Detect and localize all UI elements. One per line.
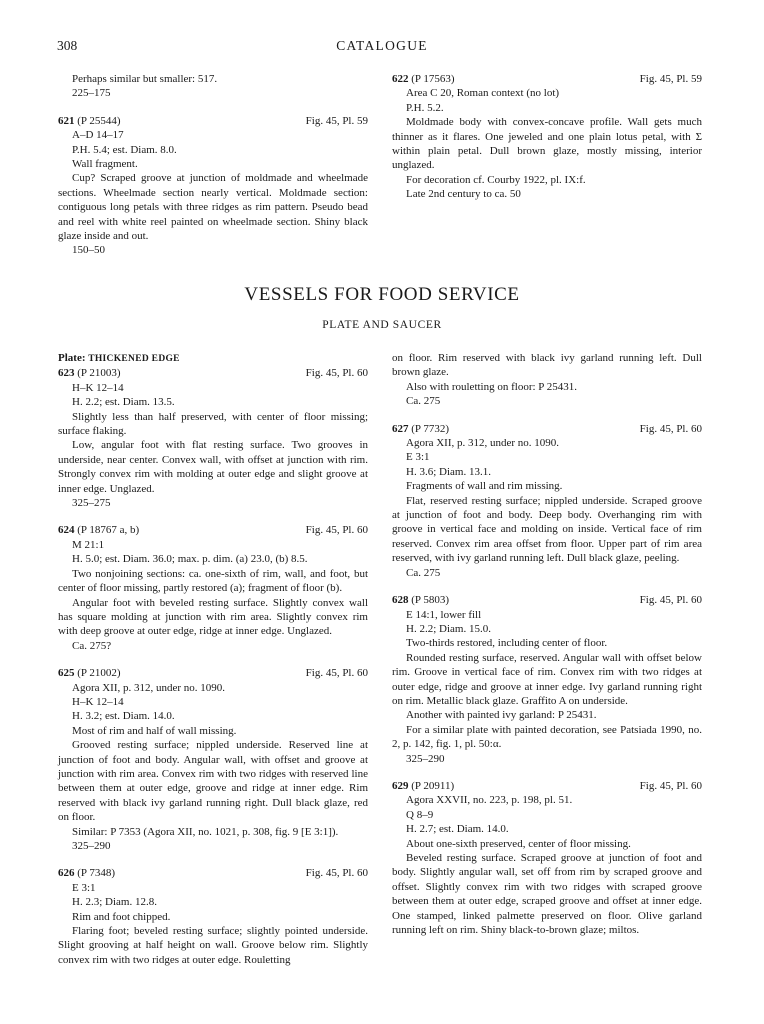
figure-reference: Fig. 45, Pl. 59 bbox=[639, 73, 702, 85]
figure-reference: Fig. 45, Pl. 60 bbox=[305, 524, 368, 537]
date-range: 325–275 bbox=[72, 497, 111, 510]
entry-626-header bbox=[58, 866, 368, 880]
condition: Most of rim and half of wall missing. bbox=[72, 724, 237, 737]
inventory-number: (P 7348) bbox=[77, 867, 116, 880]
entry-number: 626 bbox=[58, 867, 75, 880]
date-range: 325–290 bbox=[406, 752, 445, 765]
inventory-number: (P 18767 a, b) bbox=[77, 524, 140, 537]
condition: Two-thirds restored, including center of floor. bbox=[406, 637, 608, 650]
inventory-number: (P 20911) bbox=[411, 779, 455, 792]
lower-left-column bbox=[58, 351, 368, 967]
condition: Slightly less than half preserved, with center of floor missing; surface flaking. bbox=[58, 410, 368, 438]
subheading bbox=[58, 351, 368, 366]
deposit: H–K 12–14 bbox=[72, 381, 124, 394]
dimensions: H. 2.7; est. Diam. 14.0. bbox=[406, 823, 509, 836]
description: Flaring foot; beveled resting surface; slightly pointed underside. Slight grooving at half height on wall. Groove below rim. Slightly convex rim with two ridges at outer edge. Rouletting bbox=[58, 925, 368, 966]
dimensions: P.H. 5.2. bbox=[406, 101, 444, 114]
dimensions: H. 3.2; est. Diam. 14.0. bbox=[72, 710, 175, 723]
page-number: 308 bbox=[57, 38, 78, 53]
date-range: 150–50 bbox=[72, 244, 105, 257]
description: Low, angular foot with flat resting surface. Two grooves in underside, near center. Convex wall, with offset at junction with rim. Strongly convex rim with molding at outer edge and slight groove at inner edge. Unglazed. bbox=[58, 439, 368, 495]
condition: Fragments of wall and rim missing. bbox=[406, 480, 563, 493]
inventory-number: (P 25544) bbox=[77, 114, 121, 127]
deposit: Q 8–9 bbox=[406, 808, 434, 821]
comparanda-note: For decoration cf. Courby 1922, pl. IX:f. bbox=[406, 173, 586, 186]
deposit: E 3:1 bbox=[406, 451, 430, 464]
entry-number: 629 bbox=[392, 779, 409, 792]
inventory-number: (P 7732) bbox=[411, 422, 450, 435]
running-head: CATALOGUE bbox=[336, 38, 428, 53]
similar-note: Perhaps similar but smaller: 517. bbox=[72, 73, 218, 85]
entry-623-header bbox=[58, 366, 368, 380]
entry-number: 628 bbox=[392, 594, 409, 607]
publication: Agora XII, p. 312, under no. 1090. bbox=[406, 437, 560, 450]
entry-number: 624 bbox=[58, 524, 75, 537]
lower-right-column bbox=[392, 351, 702, 937]
date-range: Late 2nd century to ca. 50 bbox=[406, 188, 521, 201]
description: Grooved resting surface; nippled underside. Reserved line at junction of foot and body. Angular wall, with offset and groove at junction with rim area. Convex rim with two ridges with reserved line between them at outer edge, groove and ridge at inner edge. Rim reserved with black ivy garland running right. Dull black glaze, red on floor. bbox=[58, 739, 368, 824]
also-note: Also with rouletting on floor: P 25431. bbox=[406, 380, 578, 393]
inventory-number: (P 5803) bbox=[411, 594, 450, 607]
subheading-main: Plate: bbox=[58, 352, 89, 364]
deposit: Area C 20, Roman context (no lot) bbox=[406, 87, 560, 100]
description: Angular foot with beveled resting surface. Slightly convex wall has square molding at junction with rim area. Slightly convex rim with deep groove at outer edge, ridge at inner edge. Unglazed. bbox=[58, 596, 368, 638]
entry-627-header bbox=[392, 422, 702, 436]
section-subtitle: PLATE AND SAUCER bbox=[322, 319, 442, 331]
deposit: H–K 12–14 bbox=[72, 695, 124, 708]
figure-reference: Fig. 45, Pl. 60 bbox=[305, 867, 368, 880]
dimensions: H. 3.6; Diam. 13.1. bbox=[406, 465, 491, 478]
entry-624-header bbox=[58, 523, 368, 537]
inventory-number: (P 21002) bbox=[77, 667, 121, 680]
figure-reference: Fig. 45, Pl. 60 bbox=[639, 779, 702, 792]
entry-number: 623 bbox=[58, 367, 75, 380]
figure-reference: Fig. 45, Pl. 60 bbox=[639, 594, 702, 607]
figure-reference: Fig. 45, Pl. 60 bbox=[305, 667, 368, 680]
entry-number: 621 bbox=[58, 114, 75, 127]
entry-number: 622 bbox=[392, 73, 409, 85]
description: Flat, reserved resting surface; nippled underside. Scraped groove at junction of foot and body. Deep body. Overhanging rim with groove in vertical face and molding on inside. Vertical face of rim reserved. Convex rim area offset from floor. Upper part of rim area reserved, with ivy garland running left. Dull black glaze, peeling. bbox=[392, 494, 702, 565]
condition: About one-sixth preserved, center of floor missing. bbox=[406, 837, 631, 850]
comparanda-note: For a similar plate with painted decoration, see Patsiada 1990, no. 2, p. 142, fig. 1, pl. 50:α. bbox=[392, 723, 702, 751]
entry-622-header bbox=[392, 72, 702, 86]
deposit: E 14:1, lower fill bbox=[406, 608, 482, 621]
publication: Agora XXVII, no. 223, p. 198, pl. 51. bbox=[406, 794, 573, 807]
description-continued: on floor. Rim reserved with black ivy garland running left. Dull brown glaze. bbox=[392, 352, 702, 379]
top-left-column bbox=[58, 72, 368, 258]
date-range: Ca. 275? bbox=[72, 639, 112, 652]
publication: Agora XII, p. 312, under no. 1090. bbox=[72, 681, 226, 694]
inventory-number: (P 21003) bbox=[77, 367, 121, 380]
figure-reference: Fig. 45, Pl. 60 bbox=[305, 367, 368, 380]
description: Cup? Scraped groove at junction of moldmade and wheelmade sections. Wheelmade section nearly vertical. Moldmade section: contiguous long petals with three ridges as rim pattern. Pseudo bead and reel with white reel painted on wheelmade section. Shiny black glaze inside and out. bbox=[58, 172, 368, 243]
section-title: VESSELS FOR FOOD SERVICE bbox=[244, 284, 520, 305]
figure-reference: Fig. 45, Pl. 60 bbox=[639, 422, 702, 435]
description: Moldmade body with convex-concave profile. Wall gets much thinner as it flares. One jeweled and one plain lotus petal, with Σ within plain petal. Dull brown glaze, mostly missing, interior unglazed. bbox=[392, 116, 702, 172]
condition: Two nonjoining sections: ca. one-sixth of rim, wall, and foot, but center of floor missing, partly restored (a); fragment of floor (b). bbox=[58, 567, 368, 595]
entry-625-header bbox=[58, 666, 368, 680]
date-range: Ca. 275 bbox=[406, 395, 441, 408]
dimensions: H. 2.3; Diam. 12.8. bbox=[72, 896, 157, 909]
dimensions: H. 5.0; est. Diam. 36.0; max. p. dim. (a) 23.0, (b) 8.5. bbox=[72, 553, 308, 566]
deposit: A–D 14–17 bbox=[72, 129, 124, 142]
entry-number: 627 bbox=[392, 422, 409, 435]
top-right-column bbox=[392, 72, 702, 202]
date-range: Ca. 275 bbox=[406, 566, 441, 579]
entry-621-header bbox=[58, 114, 368, 128]
deposit: M 21:1 bbox=[72, 538, 105, 551]
date-range: 325–290 bbox=[72, 840, 111, 852]
dimensions: H. 2.2; Diam. 15.0. bbox=[406, 622, 491, 635]
condition: Wall fragment. bbox=[72, 158, 138, 171]
condition: Rim and foot chipped. bbox=[72, 910, 171, 923]
also-note: Another with painted ivy garland: P 25431. bbox=[406, 709, 597, 722]
entry-628-header bbox=[392, 593, 702, 607]
description: Beveled resting surface. Scraped groove at junction of foot and body. Slightly angular wall, set off from rim by scraped groove and offset. Slightly convex rim with two ridges with scraped groove between them at outer edge, scraped groove and offset at inner edge. One stamped, linked palmette preserved on floor. Olive garland running left on rim. Shiny black-to-brown glaze; miltos. bbox=[392, 852, 702, 937]
deposit: E 3:1 bbox=[72, 881, 96, 894]
entry-629-header bbox=[392, 779, 702, 793]
dimensions: H. 2.2; est. Diam. 13.5. bbox=[72, 396, 175, 409]
dimensions: P.H. 5.4; est. Diam. 8.0. bbox=[72, 143, 177, 156]
entry-number: 625 bbox=[58, 667, 75, 680]
subheading-smallcaps: THICKENED EDGE bbox=[88, 354, 180, 364]
similar-note: Similar: P 7353 (Agora XII, no. 1021, p. 308, fig. 9 [E 3:1]). bbox=[72, 825, 339, 838]
figure-reference: Fig. 45, Pl. 59 bbox=[305, 114, 368, 127]
date-range: 225–175 bbox=[72, 87, 111, 100]
inventory-number: (P 17563) bbox=[411, 73, 455, 85]
description: Rounded resting surface, reserved. Angular wall with offset below rim. Groove in vertical face of rim. Convex rim with two ridges at outer edge, ridge and groove at inner edge. Ivy garland running right on rim. Metallic black glaze. Graffito A on underside. bbox=[392, 651, 702, 707]
